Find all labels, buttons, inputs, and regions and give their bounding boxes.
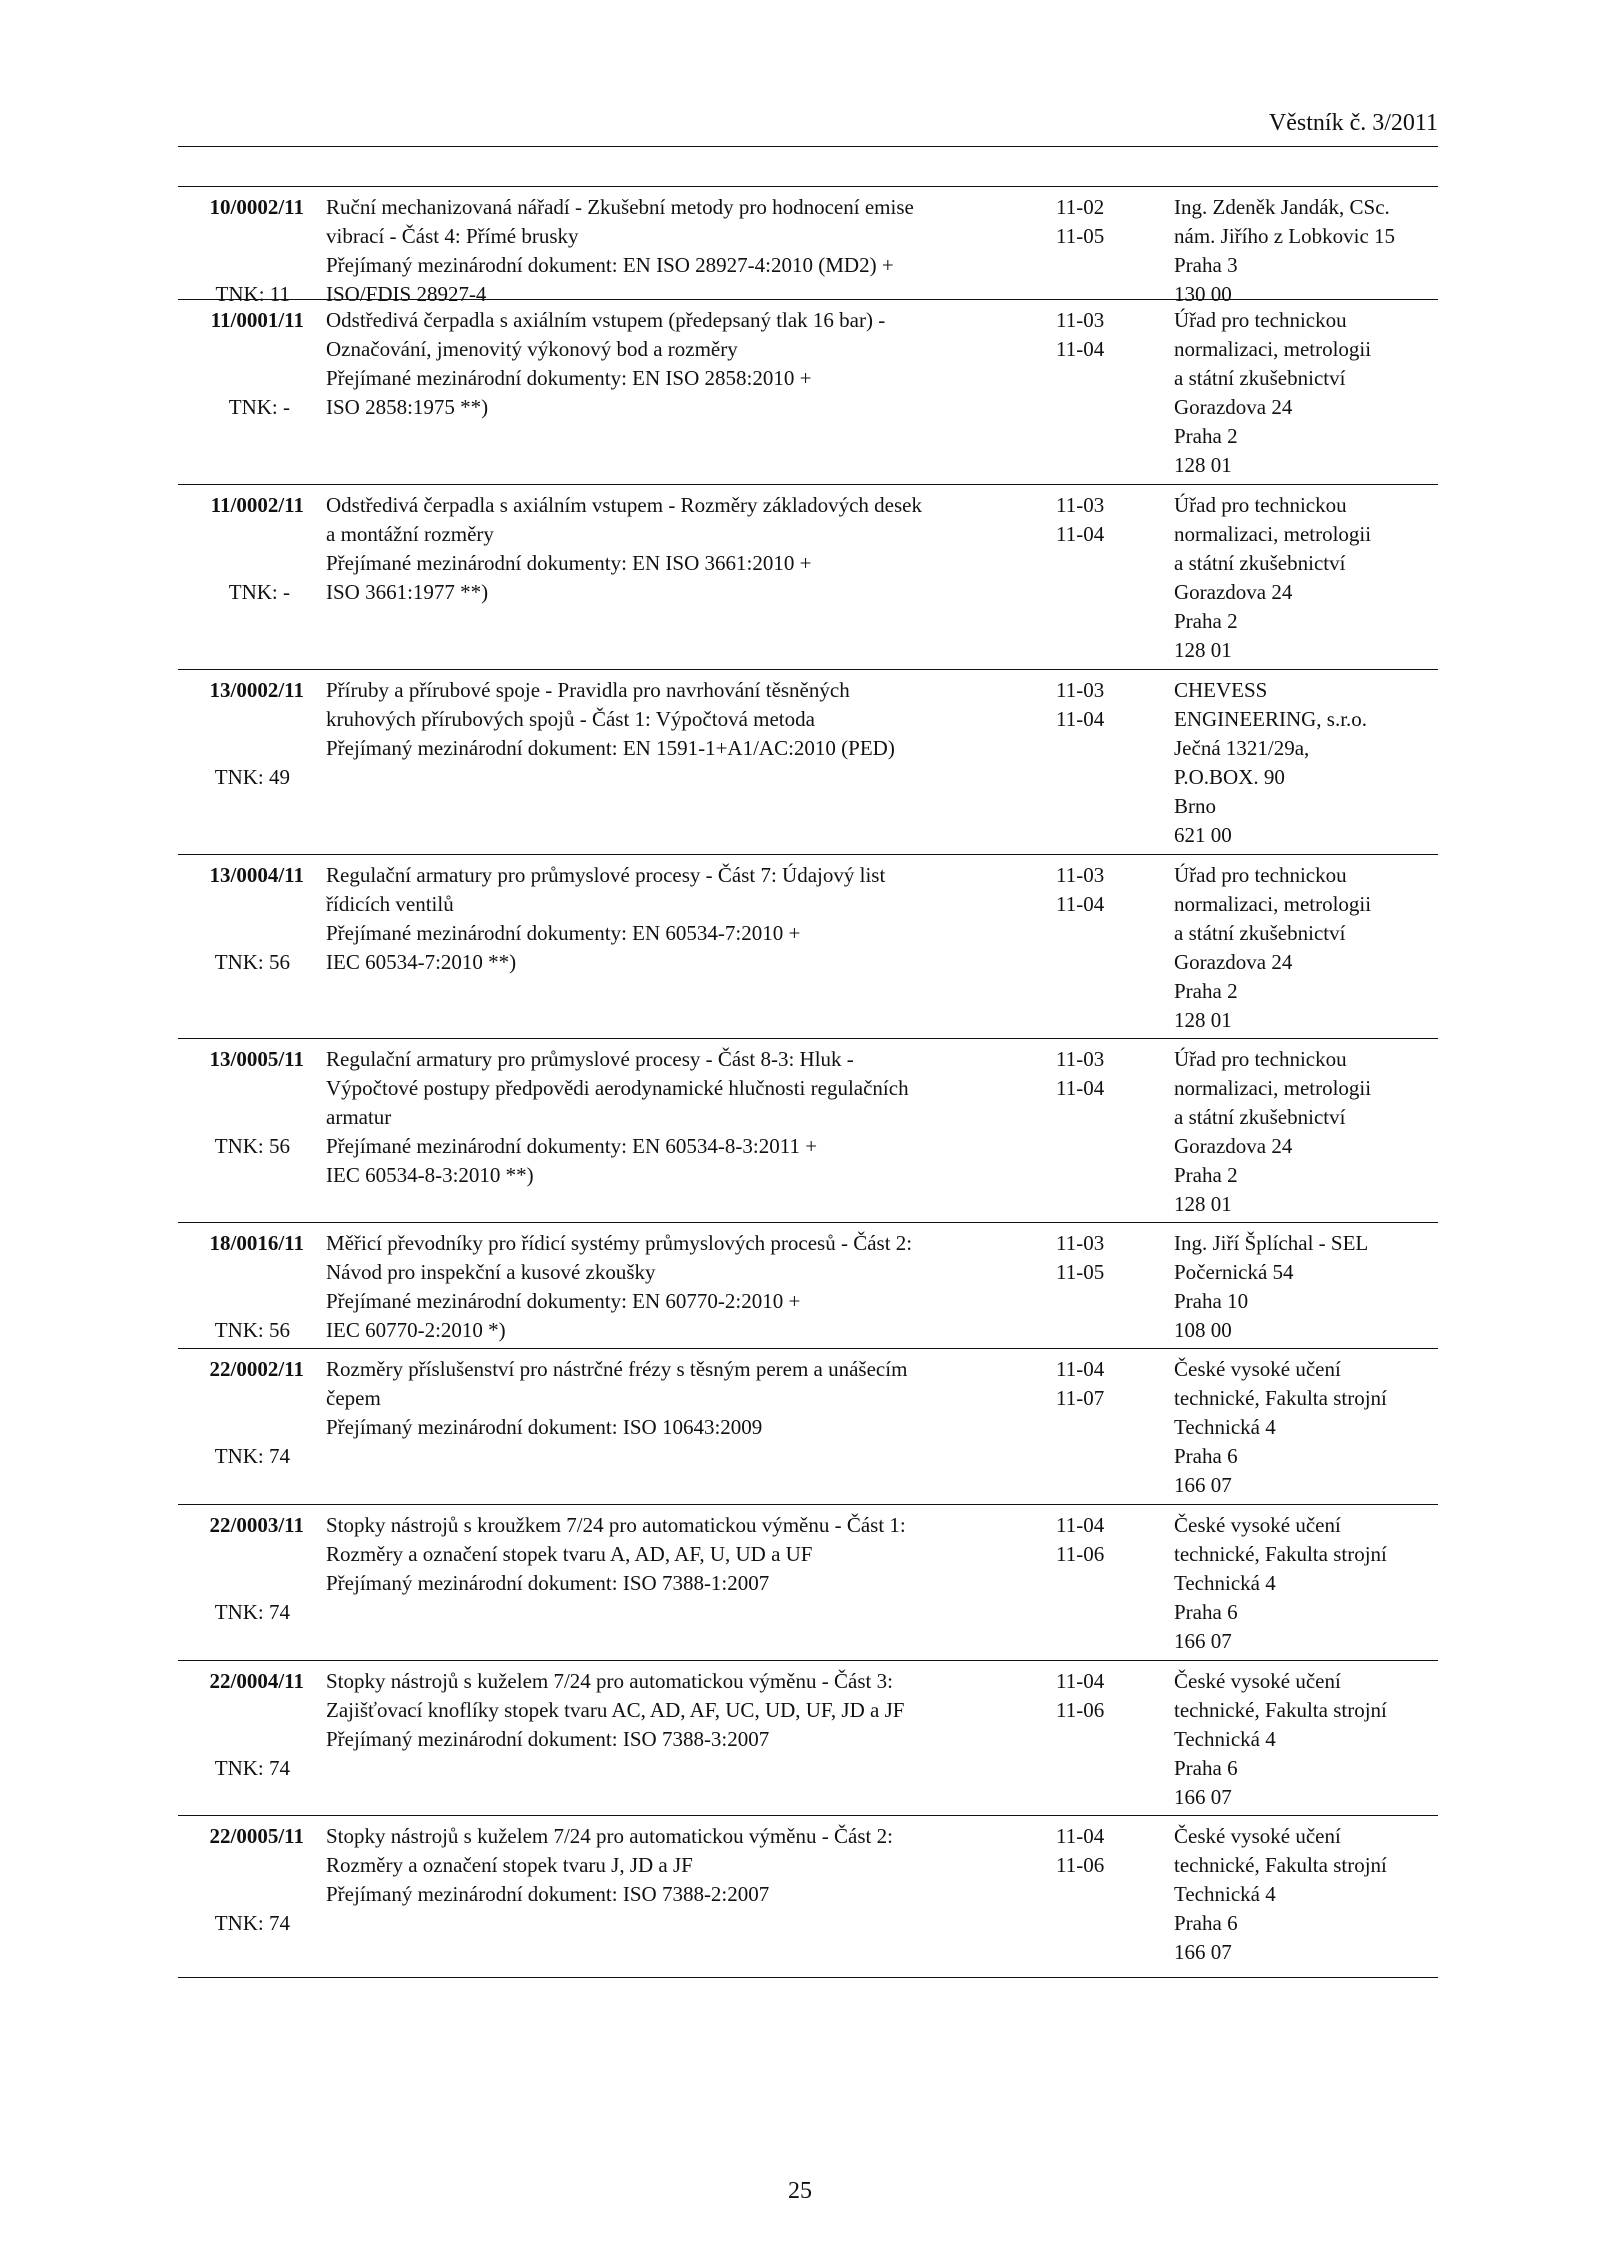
entry-processor [1174,491,1438,665]
date-line: 11-07 [1056,1386,1105,1410]
entry-processor [1174,306,1438,480]
entry-dates [1056,193,1136,251]
title-line: Rozměry příslušenství pro nástrčné frézy s těsným perem a unášecím [326,1357,908,1381]
entry-dates [1056,1667,1136,1725]
processor-line: Gorazdova 24 [1174,580,1293,604]
date-line: 11-05 [1056,1260,1105,1284]
title-line: Přejímaný mezinárodní dokument: ISO 7388-1:2007 [326,1571,770,1595]
processor-line: technické, Fakulta strojní [1174,1698,1387,1722]
entry-dates [1056,1229,1136,1287]
title-line: a montážní rozměry [326,522,494,546]
processor-line: a státní zkušebnictví [1174,366,1346,390]
entry-dates [1056,491,1136,549]
processor-line: a státní zkušebnictví [1174,1105,1346,1129]
processor-line: 128 01 [1174,1192,1232,1216]
title-line: Stopky nástrojů s kuželem 7/24 pro automatickou výměnu - Část 2: [326,1824,893,1848]
entry-id: 22/0004/11 [209,1669,304,1693]
title-line: Odstředivá čerpadla s axiálním vstupem (předepsaný tlak 16 bar) - [326,308,886,332]
title-line: armatur [326,1105,392,1129]
processor-line: a státní zkušebnictví [1174,551,1346,575]
processor-line: Gorazdova 24 [1174,395,1293,419]
processor-line: Úřad pro technickou [1174,863,1347,887]
title-line: IEC 60534-7:2010 **) [326,950,517,974]
entry-id: 13/0004/11 [209,863,304,887]
processor-line: České vysoké učení [1174,1513,1341,1537]
entry-id: 11/0002/11 [210,493,304,517]
title-line: Návod pro inspekční a kusové zkoušky [326,1260,656,1284]
date-line: 11-03 [1056,1047,1105,1071]
processor-line: České vysoké učení [1174,1357,1341,1381]
title-line: IEC 60770-2:2010 *) [326,1318,506,1342]
entry-title [326,1667,1046,1754]
date-line: 11-03 [1056,308,1105,332]
processor-line: Praha 6 [1174,1444,1238,1468]
entry-title [326,306,1046,422]
processor-line: Úřad pro technickou [1174,308,1347,332]
entry-dates [1056,1822,1136,1880]
processor-line: Praha 10 [1174,1289,1249,1313]
title-line: Přejímaný mezinárodní dokument: EN ISO 28927-4:2010 (MD2) + [326,253,894,277]
processor-line: 128 01 [1174,638,1232,662]
entry-processor [1174,1229,1438,1345]
entry-title [326,1511,1046,1598]
entry-tnk: TNK: - [228,395,290,419]
entry-tnk: TNK: 56 [214,1318,290,1342]
entry-tnk: TNK: 49 [214,765,290,789]
date-line: 11-04 [1056,1513,1105,1537]
processor-line: Technická 4 [1174,1727,1276,1751]
entry-title [326,491,1046,607]
processor-line: technické, Fakulta strojní [1174,1386,1387,1410]
page-header [178,108,1438,147]
entry-title [326,1229,1046,1345]
entry-title [326,861,1046,977]
entry-tnk: TNK: 74 [214,1600,290,1624]
entry-id: 22/0005/11 [209,1824,304,1848]
date-line: 11-06 [1056,1698,1105,1722]
processor-line: Gorazdova 24 [1174,1134,1293,1158]
date-line: 11-03 [1056,1231,1105,1255]
title-line: Přejímaný mezinárodní dokument: ISO 10643:2009 [326,1415,763,1439]
title-line: ISO/FDIS 28927-4 [326,282,487,306]
date-line: 11-04 [1056,1076,1105,1100]
entry-processor [1174,1355,1438,1500]
title-line: Ruční mechanizovaná nářadí - Zkušební metody pro hodnocení emise [326,195,914,219]
title-line: Označování, jmenovitý výkonový bod a rozměry [326,337,738,361]
title-line: ISO 2858:1975 **) [326,395,489,419]
entry-processor [1174,1822,1438,1967]
title-line: IEC 60534-8-3:2010 **) [326,1163,534,1187]
entry-tnk: TNK: 56 [214,950,290,974]
entry-tnk: TNK: 74 [214,1444,290,1468]
entry-tnk: TNK: 11 [215,282,290,306]
journal-title: Věstník č. 3/2011 [1268,110,1438,136]
date-line: 11-03 [1056,493,1105,517]
title-line: Přejímané mezinárodní dokumenty: EN ISO 3661:2010 + [326,551,812,575]
entry-processor [1174,1511,1438,1656]
title-line: kruhových přírubových spojů - Část 1: Výpočtová metoda [326,707,815,731]
processor-line: technické, Fakulta strojní [1174,1853,1387,1877]
standard-entry [178,1039,1438,1223]
entry-dates [1056,1045,1136,1103]
title-line: Stopky nástrojů s kroužkem 7/24 pro automatickou výměnu - Část 1: [326,1513,906,1537]
processor-line: České vysoké učení [1174,1669,1341,1693]
processor-line: nám. Jiřího z Lobkovic 15 [1174,224,1396,248]
entry-title [326,676,1046,763]
date-line: 11-05 [1056,224,1105,248]
standard-entry [178,187,1438,306]
processor-line: České vysoké učení [1174,1824,1341,1848]
date-line: 11-03 [1056,863,1105,887]
entry-id: 18/0016/11 [209,1231,304,1255]
title-line: Příruby a přírubové spoje - Pravidla pro navrhování těsněných [326,678,850,702]
standard-entry [178,1349,1438,1505]
processor-line: CHEVESS [1174,678,1268,702]
processor-line: normalizaci, metrologii [1174,522,1372,546]
processor-line: 128 01 [1174,453,1232,477]
date-line: 11-06 [1056,1853,1105,1877]
standards-list [178,186,1438,1978]
processor-line: a státní zkušebnictví [1174,921,1346,945]
entry-dates [1056,861,1136,919]
title-line: ISO 3661:1977 **) [326,580,489,604]
date-line: 11-04 [1056,892,1105,916]
entry-id: 22/0002/11 [209,1357,304,1381]
title-line: Přejímané mezinárodní dokumenty: EN ISO 2858:2010 + [326,366,812,390]
processor-line: Praha 2 [1174,979,1238,1003]
date-line: 11-04 [1056,707,1105,731]
processor-line: P.O.BOX. 90 [1174,765,1285,789]
title-line: Přejímané mezinárodní dokumenty: EN 60534-8-3:2011 + [326,1134,818,1158]
title-line: řídicích ventilů [326,892,454,916]
processor-line: Úřad pro technickou [1174,493,1347,517]
processor-line: 166 07 [1174,1940,1232,1964]
processor-line: Praha 2 [1174,1163,1238,1187]
date-line: 11-02 [1056,195,1105,219]
title-line: Odstředivá čerpadla s axiálním vstupem - Rozměry základových desek [326,493,922,517]
title-line: Rozměry a označení stopek tvaru J, JD a JF [326,1853,693,1877]
processor-line: 166 07 [1174,1473,1232,1497]
entry-processor [1174,861,1438,1035]
processor-line: Praha 6 [1174,1756,1238,1780]
processor-line: Úřad pro technickou [1174,1047,1347,1071]
processor-line: 166 07 [1174,1785,1232,1809]
entry-tnk: TNK: 74 [214,1756,290,1780]
standard-entry [178,1223,1438,1349]
processor-line: normalizaci, metrologii [1174,337,1372,361]
entry-id: 22/0003/11 [209,1513,304,1537]
entry-title [326,1045,1046,1190]
standard-entry [178,855,1438,1039]
entry-title [326,193,1046,309]
entry-dates [1056,306,1136,364]
processor-line: 621 00 [1174,823,1232,847]
entry-dates [1056,676,1136,734]
title-line: Přejímaný mezinárodní dokument: ISO 7388-2:2007 [326,1882,770,1906]
date-line: 11-04 [1056,1357,1105,1381]
processor-line: Technická 4 [1174,1415,1276,1439]
entry-id: 13/0005/11 [209,1047,304,1071]
standard-entry [178,300,1438,485]
processor-line: Praha 2 [1174,424,1238,448]
standard-entry [178,1505,1438,1661]
entry-id: 10/0002/11 [209,195,304,219]
standard-entry [178,670,1438,855]
processor-line: Gorazdova 24 [1174,950,1293,974]
entry-dates [1056,1511,1136,1569]
title-line: vibrací - Část 4: Přímé brusky [326,224,579,248]
processor-line: ENGINEERING, s.r.o. [1174,707,1368,731]
title-line: Regulační armatury pro průmyslové procesy - Část 7: Údajový list [326,863,886,887]
processor-line: Počernická 54 [1174,1260,1294,1284]
title-line: Rozměry a označení stopek tvaru A, AD, AF, U, UD a UF [326,1542,813,1566]
title-line: Výpočtové postupy předpovědi aerodynamické hlučnosti regulačních [326,1076,909,1100]
title-line: Přejímaný mezinárodní dokument: EN 1591-1+A1/AC:2010 (PED) [326,736,895,760]
entry-processor [1174,1045,1438,1219]
title-line: Přejímané mezinárodní dokumenty: EN 60770-2:2010 + [326,1289,801,1313]
title-line: Přejímaný mezinárodní dokument: ISO 7388-3:2007 [326,1727,770,1751]
entry-title [326,1355,1046,1442]
entry-title [326,1822,1046,1909]
standard-entry [178,485,1438,670]
processor-line: Technická 4 [1174,1882,1276,1906]
title-line: Stopky nástrojů s kuželem 7/24 pro automatickou výměnu - Část 3: [326,1669,893,1693]
entry-processor [1174,1667,1438,1812]
processor-line: Praha 6 [1174,1600,1238,1624]
processor-line: Praha 3 [1174,253,1238,277]
title-line: Regulační armatury pro průmyslové procesy - Část 8-3: Hluk - [326,1047,854,1071]
date-line: 11-04 [1056,337,1105,361]
processor-line: 128 01 [1174,1008,1232,1032]
processor-line: Ing. Zdeněk Jandák, CSc. [1174,195,1390,219]
date-line: 11-04 [1056,1669,1105,1693]
standard-entry [178,1816,1438,1977]
processor-line: Technická 4 [1174,1571,1276,1595]
entry-tnk: TNK: 56 [214,1134,290,1158]
standard-entry [178,1661,1438,1816]
date-line: 11-06 [1056,1542,1105,1566]
title-line: Měřicí převodníky pro řídicí systémy průmyslových procesů - Část 2: [326,1231,913,1255]
processor-line: Praha 2 [1174,609,1238,633]
entry-tnk: TNK: 74 [214,1911,290,1935]
processor-line: normalizaci, metrologii [1174,1076,1372,1100]
title-line: čepem [326,1386,381,1410]
title-line: Zajišťovací knoflíky stopek tvaru AC, AD, AF, UC, UD, UF, JD a JF [326,1698,905,1722]
entry-processor [1174,676,1438,850]
processor-line: 108 00 [1174,1318,1232,1342]
date-line: 11-04 [1056,1824,1105,1848]
date-line: 11-03 [1056,678,1105,702]
entry-dates [1056,1355,1136,1413]
entry-tnk: TNK: - [228,580,290,604]
entry-id: 13/0002/11 [209,678,304,702]
processor-line: 166 07 [1174,1629,1232,1653]
processor-line: 130 00 [1174,282,1232,306]
processor-line: Ječná 1321/29a, [1174,736,1310,760]
page-number: 25 [788,2178,812,2204]
processor-line: Praha 6 [1174,1911,1238,1935]
processor-line: normalizaci, metrologii [1174,892,1372,916]
processor-line: technické, Fakulta strojní [1174,1542,1387,1566]
processor-line: Brno [1174,794,1216,818]
date-line: 11-04 [1056,522,1105,546]
entry-id: 11/0001/11 [210,308,304,332]
processor-line: Ing. Jiří Šplíchal - SEL [1174,1231,1369,1255]
entry-processor [1174,193,1438,309]
title-line: Přejímané mezinárodní dokumenty: EN 60534-7:2010 + [326,921,801,945]
